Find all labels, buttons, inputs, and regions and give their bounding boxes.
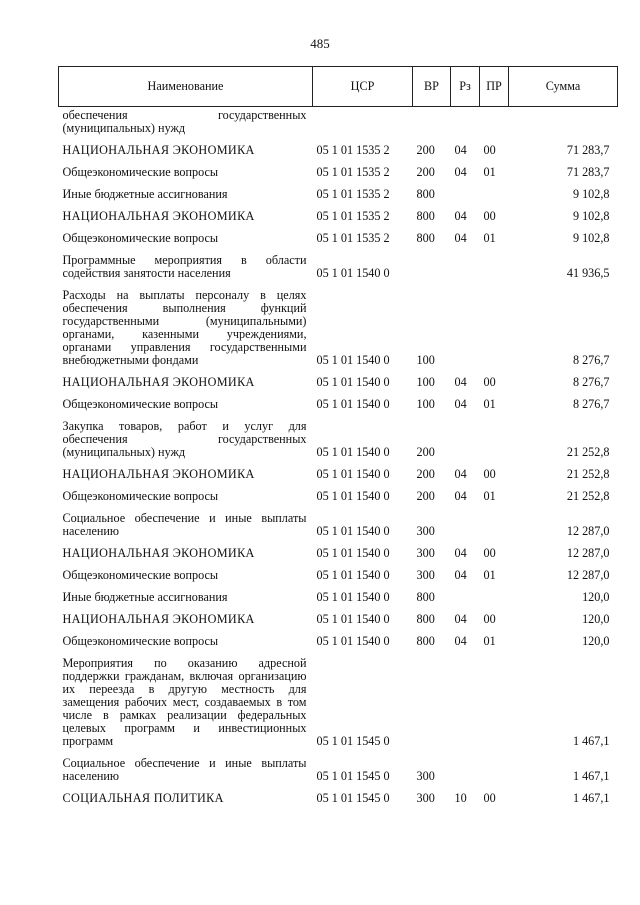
row-csr: 05 1 01 1540 0: [316, 524, 390, 538]
row-sum: 8 276,7: [572, 353, 610, 367]
row-rz: 04: [454, 143, 467, 157]
row-pr: [480, 508, 509, 543]
row-name: Общеэкономические вопросы: [62, 489, 219, 503]
row-rz: [451, 107, 480, 141]
row-rz: 04: [454, 568, 467, 582]
row-sum: 21 252,8: [566, 489, 610, 503]
row-name: Программные мероприятия в области содействия занятости населения: [62, 253, 307, 280]
table-row: [59, 753, 618, 788]
row-name: Общеэкономические вопросы: [62, 568, 219, 582]
row-vr: 800: [416, 612, 435, 626]
row-csr: 05 1 01 1540 0: [316, 568, 390, 582]
table-row: [59, 543, 618, 565]
row-pr: [480, 753, 509, 788]
table-row: [59, 140, 618, 162]
row-pr: 01: [483, 231, 496, 245]
row-csr: 05 1 01 1540 0: [316, 546, 390, 560]
row-csr: 05 1 01 1540 0: [316, 266, 390, 280]
table-row: [59, 228, 618, 250]
header-name: Наименование: [59, 67, 313, 107]
row-csr: 05 1 01 1540 0: [316, 467, 390, 481]
table-row: [59, 250, 618, 285]
row-sum: 21 252,8: [566, 467, 610, 481]
row-vr: 300: [416, 546, 435, 560]
row-pr: [480, 250, 509, 285]
row-pr: 00: [483, 546, 496, 560]
row-sum: 8 276,7: [572, 397, 610, 411]
row-rz: [451, 753, 480, 788]
row-vr: 200: [416, 165, 435, 179]
row-csr: 05 1 01 1535 2: [316, 231, 390, 245]
row-csr: 05 1 01 1540 0: [316, 489, 390, 503]
row-sum: 1 467,1: [572, 734, 610, 748]
row-csr: 05 1 01 1545 0: [316, 791, 390, 805]
row-pr: 01: [483, 568, 496, 582]
row-csr: 05 1 01 1535 2: [316, 209, 390, 223]
row-sum: 120,0: [582, 590, 610, 604]
row-sum: 9 102,8: [572, 187, 610, 201]
row-rz: 04: [454, 397, 467, 411]
row-vr: 200: [416, 143, 435, 157]
row-rz: 10: [454, 791, 467, 805]
row-csr: 05 1 01 1535 2: [316, 165, 390, 179]
row-sum: 12 287,0: [566, 524, 610, 538]
row-pr: 01: [483, 165, 496, 179]
row-rz: [451, 250, 480, 285]
row-vr: 200: [416, 489, 435, 503]
row-vr: 300: [416, 769, 435, 783]
row-vr: [413, 653, 451, 753]
table-row: [59, 394, 618, 416]
table-row: [59, 162, 618, 184]
row-rz: 04: [454, 467, 467, 481]
row-pr: 00: [483, 612, 496, 626]
row-name: Мероприятия по оказанию адресной поддержки гражданам, включая организацию их переезда в другую местность для замещения рабочих мест, создаваемых в том числе в рамках реализации федеральных целевых программ и инвестиционных программ: [62, 656, 307, 748]
table-row: [59, 285, 618, 372]
row-name: Социальное обеспечение и иные выплаты населению: [62, 511, 307, 538]
row-pr: [480, 416, 509, 464]
row-rz: 04: [454, 489, 467, 503]
table-row: [59, 107, 618, 141]
table-row: [59, 184, 618, 206]
row-vr: 300: [416, 568, 435, 582]
row-sum: 1 467,1: [572, 769, 610, 783]
table-row: [59, 788, 618, 810]
row-name: Общеэкономические вопросы: [62, 165, 219, 179]
row-sum: 120,0: [582, 634, 610, 648]
row-sum: 120,0: [582, 612, 610, 626]
row-name: Общеэкономические вопросы: [62, 397, 219, 411]
row-vr: 100: [416, 397, 435, 411]
row-rz: 04: [454, 209, 467, 223]
row-rz: 04: [454, 375, 467, 389]
row-rz: 04: [454, 612, 467, 626]
row-rz: 04: [454, 634, 467, 648]
row-csr: 05 1 01 1545 0: [316, 769, 390, 783]
row-pr: [480, 653, 509, 753]
table-row: [59, 653, 618, 753]
row-vr: 300: [416, 791, 435, 805]
table-row: [59, 372, 618, 394]
row-pr: [480, 587, 509, 609]
row-name: Расходы на выплаты персоналу в целях обеспечения выполнения функций государственными (муниципальными) органами, казенными учреждениями, органами управления государственными внебюджетными фондами: [62, 288, 307, 367]
budget-table: [58, 66, 618, 810]
row-sum: 12 287,0: [566, 568, 610, 582]
row-pr: [480, 107, 509, 141]
table-row: [59, 508, 618, 543]
row-pr: 00: [483, 467, 496, 481]
row-csr: 05 1 01 1545 0: [316, 734, 390, 748]
row-vr: 100: [416, 353, 435, 367]
row-csr: 05 1 01 1540 0: [316, 634, 390, 648]
header-vr: ВР: [413, 67, 451, 107]
row-vr: 800: [416, 634, 435, 648]
row-rz: 04: [454, 546, 467, 560]
row-pr: 01: [483, 489, 496, 503]
row-pr: 01: [483, 634, 496, 648]
row-csr: 05 1 01 1540 0: [316, 445, 390, 459]
row-csr: 05 1 01 1540 0: [316, 375, 390, 389]
row-vr: 800: [416, 187, 435, 201]
row-name: Иные бюджетные ассигнования: [62, 187, 228, 201]
table-row: [59, 631, 618, 653]
row-csr: [313, 107, 413, 141]
row-name: обеспечения государственных (муниципальных) нужд: [62, 108, 307, 135]
header-pr: ПР: [480, 67, 509, 107]
row-pr: 00: [483, 791, 496, 805]
row-sum: 12 287,0: [566, 546, 610, 560]
row-vr: 800: [416, 209, 435, 223]
row-sum: [509, 107, 618, 141]
row-pr: 00: [483, 375, 496, 389]
row-name: НАЦИОНАЛЬНАЯ ЭКОНОМИКА: [62, 209, 255, 223]
row-sum: 9 102,8: [572, 231, 610, 245]
table-row: [59, 206, 618, 228]
row-csr: 05 1 01 1540 0: [316, 353, 390, 367]
row-vr: 800: [416, 590, 435, 604]
row-name: Общеэкономические вопросы: [62, 231, 219, 245]
row-sum: 8 276,7: [572, 375, 610, 389]
table-row: [59, 464, 618, 486]
row-vr: [413, 107, 451, 141]
row-name: Закупка товаров, работ и услуг для обеспечения государственных (муниципальных) нужд: [62, 419, 307, 459]
row-pr: 01: [483, 397, 496, 411]
row-csr: 05 1 01 1540 0: [316, 612, 390, 626]
row-sum: 71 283,7: [566, 143, 610, 157]
row-name: НАЦИОНАЛЬНАЯ ЭКОНОМИКА: [62, 546, 255, 560]
row-rz: [451, 184, 480, 206]
row-name: Социальное обеспечение и иные выплаты населению: [62, 756, 307, 783]
row-name: СОЦИАЛЬНАЯ ПОЛИТИКА: [62, 791, 224, 805]
page-number: 485: [310, 36, 330, 51]
row-pr: 00: [483, 143, 496, 157]
row-csr: 05 1 01 1535 2: [316, 187, 390, 201]
header-sum: Сумма: [509, 67, 618, 107]
row-sum: 41 936,5: [566, 266, 610, 280]
row-vr: 800: [416, 231, 435, 245]
row-sum: 21 252,8: [566, 445, 610, 459]
row-name: Иные бюджетные ассигнования: [62, 590, 228, 604]
table-row: [59, 565, 618, 587]
table-row: [59, 416, 618, 464]
row-rz: [451, 587, 480, 609]
row-sum: 1 467,1: [572, 791, 610, 805]
table-row: [59, 587, 618, 609]
row-rz: [451, 653, 480, 753]
row-name: НАЦИОНАЛЬНАЯ ЭКОНОМИКА: [62, 143, 255, 157]
row-pr: [480, 184, 509, 206]
row-vr: 200: [416, 445, 435, 459]
row-csr: 05 1 01 1540 0: [316, 397, 390, 411]
row-name: НАЦИОНАЛЬНАЯ ЭКОНОМИКА: [62, 467, 255, 481]
header-csr: ЦСР: [313, 67, 413, 107]
row-rz: [451, 285, 480, 372]
header-rz: Рз: [451, 67, 480, 107]
row-csr: 05 1 01 1540 0: [316, 590, 390, 604]
row-name: Общеэкономические вопросы: [62, 634, 219, 648]
row-pr: 00: [483, 209, 496, 223]
table-row: [59, 609, 618, 631]
row-vr: 200: [416, 467, 435, 481]
row-vr: 300: [416, 524, 435, 538]
row-vr: [413, 250, 451, 285]
row-rz: 04: [454, 231, 467, 245]
row-vr: 100: [416, 375, 435, 389]
row-pr: [480, 285, 509, 372]
row-name: НАЦИОНАЛЬНАЯ ЭКОНОМИКА: [62, 375, 255, 389]
row-csr: 05 1 01 1535 2: [316, 143, 390, 157]
row-rz: [451, 508, 480, 543]
row-sum: 9 102,8: [572, 209, 610, 223]
row-rz: [451, 416, 480, 464]
table-header-row: [59, 67, 618, 107]
row-rz: 04: [454, 165, 467, 179]
row-name: НАЦИОНАЛЬНАЯ ЭКОНОМИКА: [62, 612, 255, 626]
row-sum: 71 283,7: [566, 165, 610, 179]
table-row: [59, 486, 618, 508]
